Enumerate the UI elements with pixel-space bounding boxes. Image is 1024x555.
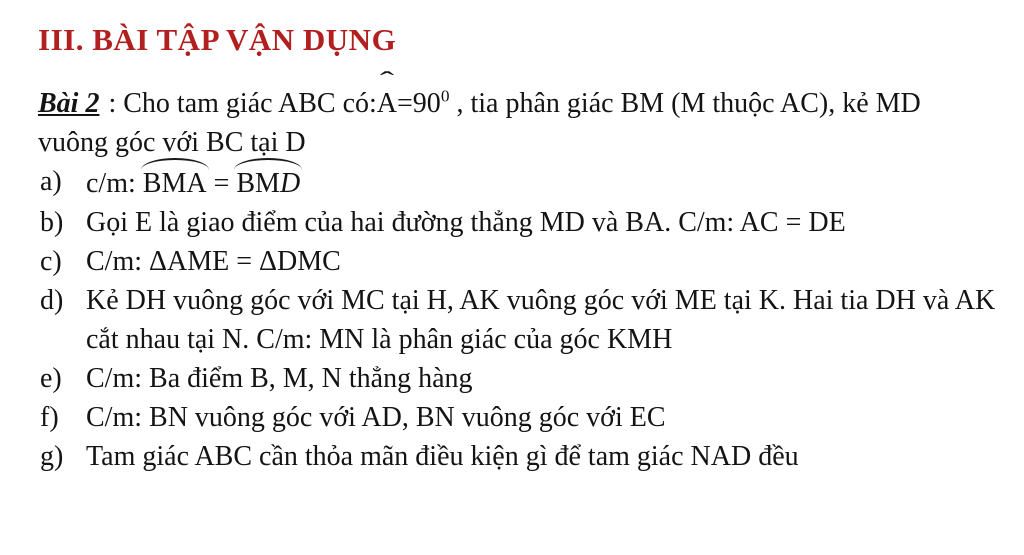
formula-superscript: 0 (440, 86, 450, 106)
list-item-c (40, 242, 1004, 281)
list-item-e (40, 359, 1004, 398)
item-a-equals: = (206, 168, 237, 199)
list-item-a (40, 162, 1004, 203)
angle-bmd-italic-d: D (279, 168, 301, 199)
intro-before-formula: Cho tam giác ABC có: (123, 88, 377, 119)
section-title: III. BÀI TẬP VẬN DỤNG (38, 22, 397, 57)
problem-label: Bài 2 (38, 88, 100, 119)
problem-statement (38, 66, 994, 162)
item-text: C/m: Ba điểm B, M, N thẳng hàng (86, 363, 473, 394)
item-label: e) (40, 363, 62, 394)
angle-bmd (236, 162, 300, 203)
item-label: b) (40, 207, 64, 238)
intro-after-formula: , tia phân giác BM (M thuộc AC), kẻ MD vuông góc với BC tại D (38, 88, 921, 158)
angle-bma: BMA (143, 162, 207, 203)
item-label: a) (40, 166, 62, 197)
list-item-g (40, 437, 1004, 476)
list-item-d (40, 281, 1004, 359)
item-text: C/m: BN vuông góc với AD, BN vuông góc với EC (86, 402, 666, 433)
item-label: f) (40, 402, 59, 433)
angle-bmd-upright: BM (236, 168, 280, 199)
item-label: g) (40, 441, 64, 472)
list-item-b (40, 203, 1004, 242)
item-text (86, 162, 1004, 203)
formula-letter: A (376, 88, 398, 119)
problem-separator: : (101, 88, 124, 119)
widehat-mark: ˆ (379, 66, 394, 95)
item-label: d) (40, 285, 64, 316)
item-label: c) (40, 246, 62, 277)
item-text: Kẻ DH vuông góc với MC tại H, AK vuông góc với ME tại K. Hai tia DH và AK cắt nhau tại N. C/m: MN là phân giác của góc KMH (86, 285, 996, 355)
item-text: Tam giác ABC cần thỏa mãn điều kiện gì để tam giác NAD đều (86, 441, 799, 472)
list-item-f (40, 398, 1004, 437)
formula-equals: =90 (397, 88, 441, 119)
angle-a-formula (376, 66, 398, 123)
item-a-prefix: c/m: (86, 168, 143, 199)
item-text: C/m: ΔAME = ΔDMC (86, 246, 341, 277)
exercise-item-list (40, 162, 1004, 476)
item-text: Gọi E là giao điểm của hai đường thẳng MD và BA. C/m: AC = DE (86, 207, 846, 238)
